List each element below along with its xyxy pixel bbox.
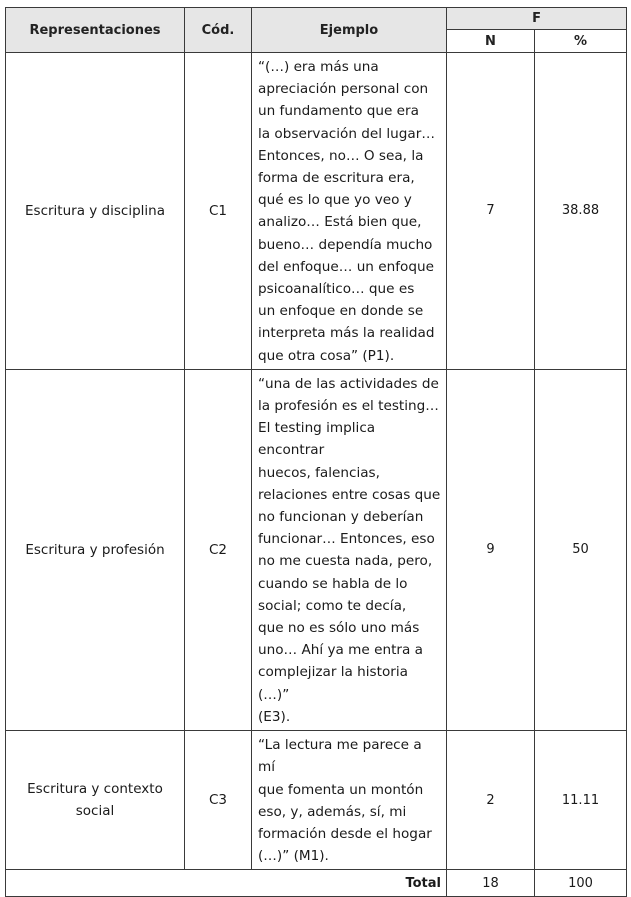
n-cell: 7 (447, 53, 535, 370)
total-label: Total (252, 870, 447, 897)
total-spacer (6, 870, 185, 897)
ejemplo-quote: “(…) era más una apreciación personal con un fundamento que era la observación del lugar… Entonces, no… O sea, la forma de escritura era, qué es lo que yo veo y analizo… Está bien que, bueno… dependía mucho del enfoque… un enfoque psicoanalítico… que es un enfoque en donde se interpreta más la realidad que otra cosa” (P1). (258, 59, 435, 364)
representacion-cell: Escritura y contexto social (6, 731, 185, 870)
table-row (6, 731, 627, 870)
cod-cell: C2 (185, 369, 252, 730)
cod-cell: C3 (185, 731, 252, 870)
header-representaciones: Representaciones (6, 8, 185, 53)
total-n: 18 (447, 870, 535, 897)
ejemplo-cell (252, 53, 447, 370)
representacion-cell: Escritura y disciplina (6, 53, 185, 370)
pct-cell: 50 (535, 369, 627, 730)
n-cell: 2 (447, 731, 535, 870)
ejemplo-cell (252, 731, 447, 870)
total-pct: 100 (535, 870, 627, 897)
header-n: N (447, 30, 535, 53)
table-row (6, 53, 627, 370)
ejemplo-quote: “una de las actividades de la profesión es el testing… El testing implica encontrar huecos, falencias, relaciones entre cosas que no funcionan y deberían funcionar… Entonces, eso no me cuesta nada, pero, cuando se habla de lo social; como te decía, que no es sólo uno más uno… Ahí ya me entra a complejizar la historia (…)” (E3). (258, 375, 441, 725)
header-pct: % (535, 30, 627, 53)
n-cell: 9 (447, 369, 535, 730)
ejemplo-quote: “La lectura me parece a mí que fomenta un montón eso, y, además, sí, mi formación desde el hogar (…)” (M1). (258, 737, 432, 865)
header-ejemplo: Ejemplo (252, 8, 447, 53)
cod-cell: C1 (185, 53, 252, 370)
table-row (6, 369, 627, 730)
total-spacer (185, 870, 252, 897)
ejemplo-cell (252, 369, 447, 730)
frequency-table (5, 7, 627, 897)
representacion-cell: Escritura y profesión (6, 369, 185, 730)
header-cod: Cód. (185, 8, 252, 53)
pct-cell: 38.88 (535, 53, 627, 370)
header-f: F (447, 8, 627, 30)
total-row (6, 870, 627, 897)
pct-cell: 11.11 (535, 731, 627, 870)
